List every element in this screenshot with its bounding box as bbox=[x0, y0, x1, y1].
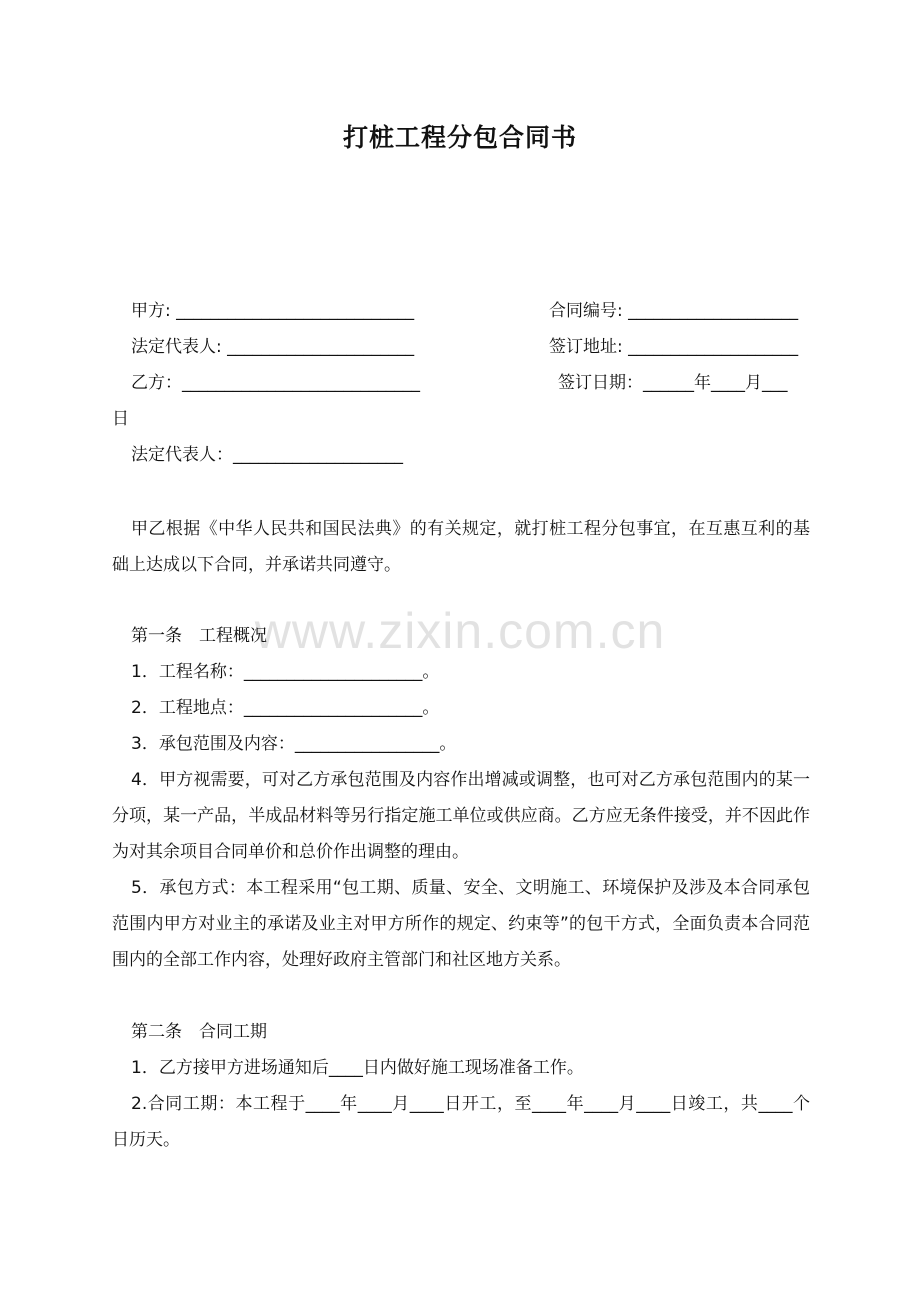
article-1-item-2: 2．工程地点：_____________________。 bbox=[131, 698, 440, 718]
article-1-item-3: 3．承包范围及内容：_________________。 bbox=[131, 734, 457, 754]
preamble-paragraph: 甲乙根据《中华人民共和国民法典》的有关规定，就打桩工程分包事宜，在互惠互利的基础上达成以下合同，并承诺共同遵守。 bbox=[112, 519, 810, 575]
article-1-item-1: 1．工程名称：_____________________。 bbox=[131, 662, 440, 682]
article-2-heading: 第二条 合同工期 bbox=[131, 1022, 267, 1042]
document-title: 打桩工程分包合同书 bbox=[342, 123, 577, 152]
article-1-item-5: 5．承包方式：本工程采用“包工期、质量、安全、文明施工、环境保护及涉及本合同承包范围内甲方对业主的承诺及业主对甲方所作的规定、约束等”的包干方式，全面负责本合同范围内的全部工作内容，处理好政府主管部门和社区地方关系。 bbox=[112, 878, 810, 970]
party-b-field: 乙方：____________________________ bbox=[131, 373, 420, 393]
party-a-field: 甲方: ____________________________ bbox=[131, 301, 415, 321]
contract-number-field: 合同编号: ____________________ bbox=[549, 301, 799, 321]
sign-date-field: 签订日期：______年____月___ bbox=[558, 373, 788, 393]
article-1-heading: 第一条 工程概况 bbox=[131, 626, 267, 646]
sign-date-tail: 日 bbox=[112, 409, 129, 429]
watermark: www.zixin.com.cn bbox=[254, 603, 666, 659]
legal-representative-b-field: 法定代表人：____________________ bbox=[131, 445, 403, 465]
legal-representative-a-field: 法定代表人: ______________________ bbox=[131, 337, 415, 357]
article-2-item-2: 2.合同工期：本工程于____年____月____日开工，至____年____月____日竣工，共____个日历天。 bbox=[112, 1094, 810, 1150]
sign-place-field: 签订地址: ____________________ bbox=[549, 337, 799, 357]
article-1-item-4: 4．甲方视需要，可对乙方承包范围及内容作出增减或调整，也可对乙方承包范围内的某一分项，某一产品，半成品材料等另行指定施工单位或供应商。乙方应无条件接受，并不因此作为对其余项目合同单价和总价作出调整的理由。 bbox=[112, 770, 810, 862]
article-2-item-1: 1．乙方接甲方进场通知后____日内做好施工现场准备工作。 bbox=[131, 1058, 584, 1078]
